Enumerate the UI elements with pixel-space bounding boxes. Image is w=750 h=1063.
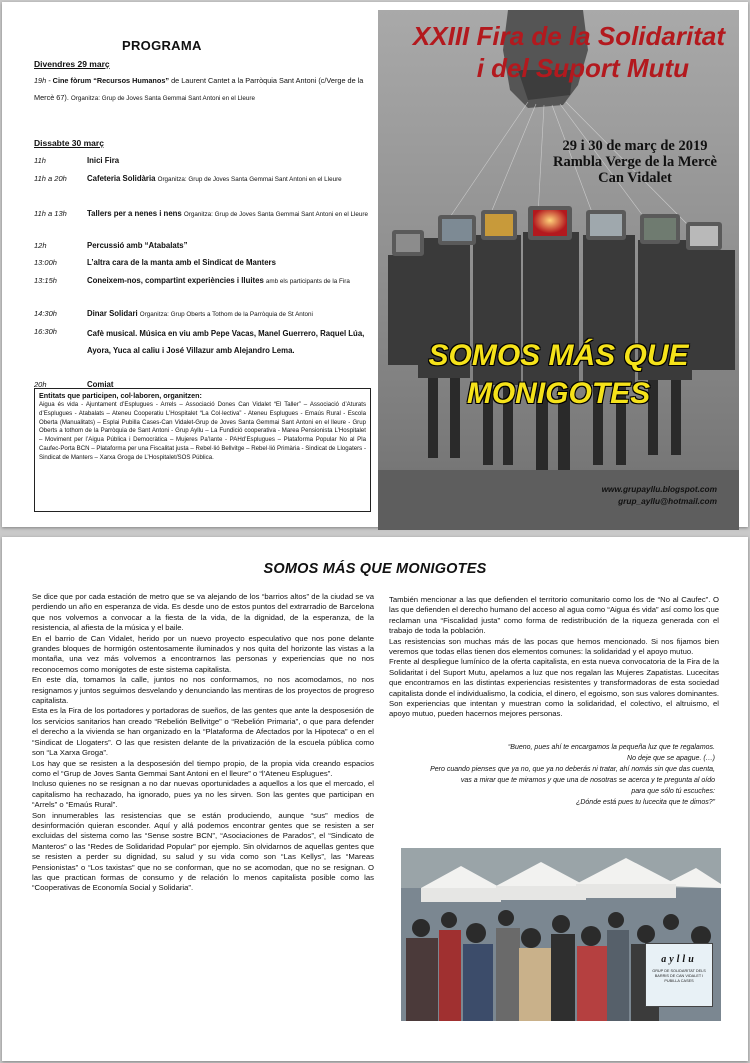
friday-event [34,72,374,107]
event-organizer: Organitza: Grup de Joves Santa Gemmai Sant Antoni en el Lleure [157,176,342,183]
poster-neighbourhood: Can Vidalet [598,170,672,186]
event-organizer: Organitza: Grup de Joves Santa Gemmai Sant Antoni en el Lleure [183,211,368,218]
article-paragraph: Las resistencias son muchas más de las pocas que hemos mencionado. Si nos fijamos bien veremos que todas ellas tienen dos elementos comunes: la solidaridad y el apoyo mutuo. [389,636,719,657]
event-title: L’altra cara de la manta amb el Sindicat de Manters [87,258,276,267]
article-paragraph: Esta es la Fira de los portadores y portadoras de sueños, de las gentes que ante la desposesión de los servicios sanitarios han creado “Rebelión Bellvitge” o “Rebelión Primaria”, o que para defender el derecho a la vivienda se han organizado en la “Plataforma de Afectados por la Hipoteca” o en el “Sindicat de Llogaters”. O las que resisten delante de la privatización de la escuela pública como son “La Xarxa Groga”. [32,706,374,758]
zapatista-quote [397,742,715,808]
event-title: Tallers per a nenes i nens [87,209,182,218]
fair-poster [378,10,739,530]
article-paragraph: También mencionar a las que defienden el territorio comunitario como los de “No al Caufec”. O las que defienden el derecho humano del acceso al agua como “Aigua és vida” así como los que reclaman una “Fiscalidad justa” como forma de redistribución de la riqueza generada con el trabajo de toda la población. [389,595,719,636]
poster-title-line2: i del Suport Mutu [476,53,689,83]
event-title: Inici Fira [87,156,120,165]
fair-photo [401,848,721,1021]
event-time: 16:30h [34,327,57,336]
poster-title-line1: XXIII Fira de la Solidaritat [412,21,725,51]
entities-title: Entitats que participen, col·laboren, organitzen: [39,391,202,400]
article-paragraph: Se dice que por cada estación de metro que se va alejando de los “barrios altos” de la ciudad se va perdiendo un año en esperanza de vida. Es desde uno de estos puntos del extrarradio de Barcelona que nos volvemos a convocar a la fiesta de la vida, de la dignidad, de la esperanza, de la resistencia, al afiesta de la música y el baile. [32,592,374,633]
event-title: Comiat [87,380,114,389]
event-time: 11h a 20h [34,174,67,183]
article-paragraph: En el barrio de Can Vidalet, herido por un nuevo proyecto especulativo que nos pone delante grandes bloques de hormigón ostentosamente iluminados y nos quita del horizonte las vistas a la montaña, una vez más volvemos a encontrarnos las personas y experiencias que no nos reconocemos como monigotes de este sistema capitalista. [32,633,374,674]
entities-box [34,388,371,512]
saturday-heading: Dissabte 30 març [34,138,104,148]
friday-event-time: 19h - [34,76,53,85]
friday-event-org: Organitza: Grup de Joves Santa Gemmai Sant Antoni en el Lleure [70,95,256,102]
poster-dates: 29 i 30 de març de 2019 [562,138,708,154]
article-page [2,537,748,1061]
article-paragraph: En este día, tomamos la calle, juntos no nos conformamos, no nos acomodamos, no nos resignamos y juntos seguimos desvelando y denunciando las mentiras de los proyectos de progreso capitalista. [32,675,374,706]
poster-email: grup_ayllu@hotmail.com [618,496,717,506]
event-time: 14:30h [34,309,57,318]
quote-line: No deje que se apague. (…) [627,755,715,762]
program-title: PROGRAMA [122,38,202,53]
event-time: 20h [34,380,47,389]
article-right-column [389,595,719,720]
article-paragraph: Son innumerables las resistencias que se están produciendo, aunque “sus” medios de desinformación quieran esconder. Aquí y allá podemos encontrar gentes que se resisten a ser excluidas del sistema como las “Sense sostre BCN”, “Asociaciones de Parados”, el “Sindicato de Manteros” o las “Redes de Solidaridad Popular” por ejemplo. Sin olvidarnos de aquellas gentes que se resisten a perder su dignidad, su salud y su vida como son “Las Kellys”, las “Mareas Pensionistas” o “Los taxistas” que no se conforman, que no se acomodan, que no se resignan. O las que practican formas de consumo y de relación lo menos capitalista posible como las “Cooperativas de Economía Social y Solidaria”. [32,810,374,893]
quote-line: para que sólo tú escuches: [631,788,715,795]
event-organizer: amb els participants de la Fira [265,278,350,285]
quote-line: vas a mirar que te miramos y que una de nosotras se acerca y te pregunta al oído [460,777,715,784]
event-title: Coneixem-nos, compartint experiències i lluites [87,276,264,285]
poster-website: www.grupayllu.blogspot.com [601,484,717,494]
quote-line: “Bueno, pues ahí te encargamos la pequeña luz que te regalamos. [507,744,715,751]
ayllu-logo-subtitle: GRUP DE SOLIDARITAT DELS BARRIS DE CAN VIDALET I PUBILLA CASES [652,969,706,983]
event-organizer: Organitza: Grup Oberts a Tothom de la Parròquia de St Antoni [139,311,313,318]
poster-place: Rambla Verge de la Mercè [552,154,717,170]
event-title: Dinar Solidari [87,309,138,318]
article-title: SOMOS MÁS QUE MONIGOTES [263,561,487,577]
program-page [2,2,748,527]
friday-event-main: Cine fòrum “Recursos Humanos” [52,76,170,85]
event-time: 13:00h [34,258,57,267]
friday-event-rest: de Laurent Cantet a la Parròquia Sant Antoni (c/Verge de la Mercè 67). [34,76,364,102]
article-paragraph: Incluso quienes no se resignan a no dar nuevas oportunidades a aquellos a los que el mercado, el capitalismo ha rechazado, ha ignorado, pues ya no les sirven. Son las gentes que participan en “Arrels” o “Emaús Rural”. [32,779,374,810]
poster-date [553,138,717,186]
article-left-column [32,592,374,894]
poster-slogan-line1: SOMOS MÁS QUE [428,339,689,372]
ayllu-logo [645,943,713,1007]
article-paragraph: Los hay que se resisten a la desposesión del tiempo propio, de la propia vida creando espacios como el “Grup de Joves Santa Gemmai Sant Antoni en el lleure” o “l’Ateneu Esplugues”. [32,758,374,778]
event-time: 11h a 13h [34,209,67,218]
quote-line: ¿Dónde está pues tu lucecita que te dimos?” [576,799,715,806]
poster-slogan-line2: MONIGOTES [466,377,651,410]
article-paragraph: Frente al despliegue lumínico de la oferta capitalista, en esta nueva convocatoria de la Fira de la Solidaritat i del Suport Mutu, apelamos a luz que nos regalan las Mujeres Zapatistas. Lucecitas que encontramos en las distintas experiencias resistentes y transformadoras de esta sociedad capitalista donde el individualismo, la codicia, el dinero, el egoismo, son sus valores dominantes. Son experiencias que intentan y muestran como la solidaridad, el colectivo, el altruismo, el apoyo mutuo, pueden hacernos mejores personas. [389,657,719,719]
event-time: 11h [34,156,46,165]
ayllu-logo-name: ayllu [661,954,697,965]
friday-heading: Divendres 29 març [34,59,110,69]
event-title: Percussió amb “Atabalats” [87,241,188,250]
event-time: 13:15h [34,276,57,285]
event-title: Cafeteria Solidària [87,174,156,183]
entities-list: Aigua és vida - Ajuntament d’Esplugues - Arrels – Associació Dones Can Vidalet “El Taller” – Associació d’Aturats d’Esplugues - Atabalats – Ateneu Cooperatiu L’Hospitalet “La Col·lectiva” - Ateneu Esplugues - Emaús Rural - Escola Oberta (Manualitats) – Esplai Pubilla Cases-Can Vidalet-Grup de Joves Santa Gemmai Sant Antoni en el lleure - Grup Oberts a tothom de la Parròquia de Sant Antoni - Grup Ayllu – La Fundició cooperativa - Marea Pensionista L’Hospitalet – Moviment per l’Aigua Pública i Democràtica – Mujeres Pa’lante - PAHd’Esplugues – Plataforma Popular No al Pla Caufec-Porta BCN – Plataforma per una Fiscalitat justa – Rebel·lió Bellvitge – Rebel·lió Primària - Sindicat de Llogaters - Sindicat de Manters – Xarxa Groga de L’Hospitalet/SOS Pública. [39,401,366,461]
quote-line: Pero cuando pienses que ya no, que ya no deberás ni tratar, ahí nomás sin que das cuenta, [430,766,715,773]
poster-illustration [378,10,739,530]
event-time: 12h [34,241,47,250]
event-title: Cafè musical. Música en viu amb Pepe Vacas, Manel Guerrero, Raquel Lúa, Ayora, Yuca al caliu i José Villazur amb Alejandro Lema. [87,329,365,355]
